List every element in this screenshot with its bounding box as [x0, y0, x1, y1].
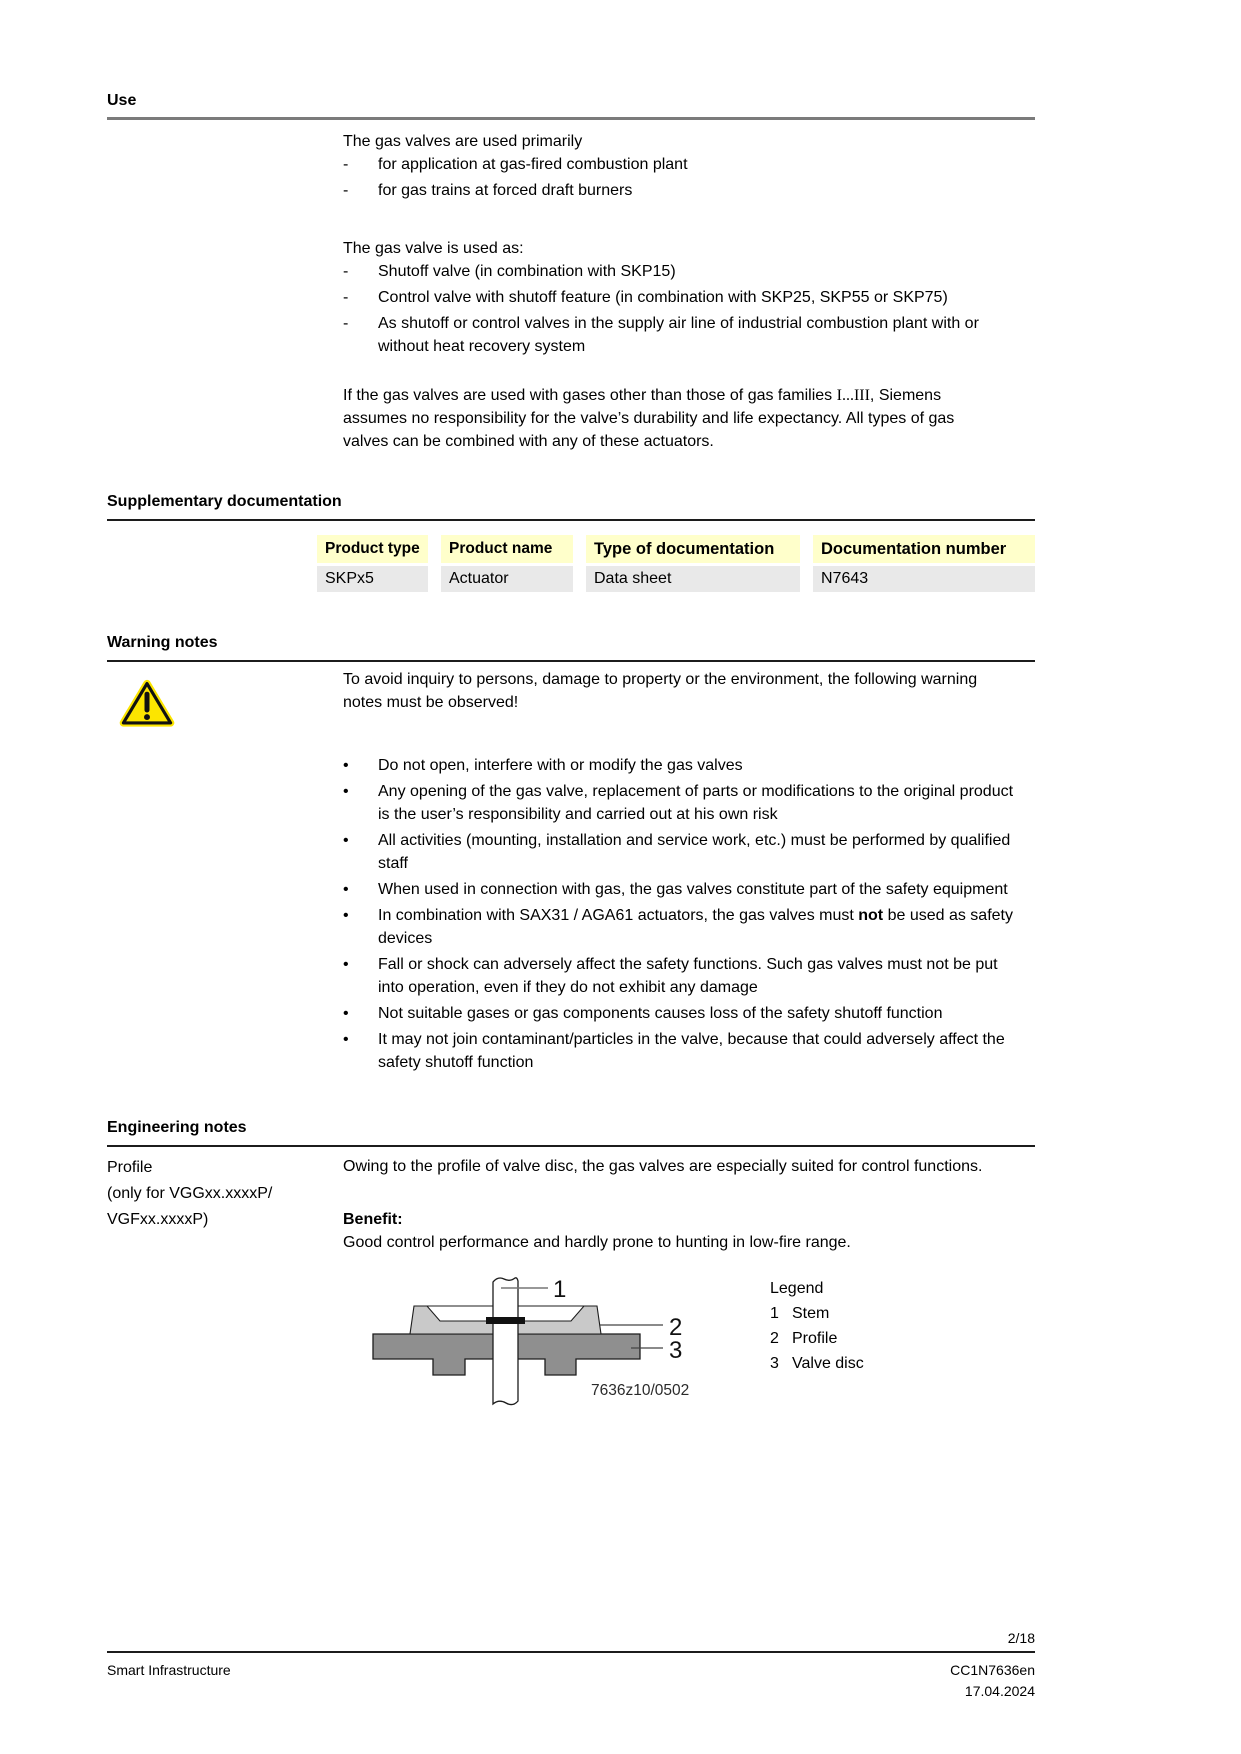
spacer [343, 1178, 1035, 1208]
use-note-text: If the gas valves are used with gases other than those of gas families [343, 387, 837, 404]
valve-cross-section-diagram [343, 1268, 763, 1418]
list-item [343, 312, 1035, 358]
footer-date: 17.04.2024 [964, 1683, 1035, 1699]
warning-bullet-text: All activities (mounting, installation and service work, etc.) must be performed by qualified staff [378, 832, 1011, 872]
valve-figure [343, 1268, 1035, 1418]
section-engineering-notes [107, 1119, 1035, 1418]
dash-marker: - [343, 182, 349, 199]
warning-bullet-item [343, 1028, 1035, 1074]
warning-bullet-item [343, 780, 1035, 826]
callout-label-1: 1 [553, 1276, 567, 1303]
roman-numerals: I...III [836, 387, 870, 404]
list-item [343, 286, 1035, 309]
dash-marker: - [343, 289, 349, 306]
bullet-marker: • [343, 956, 349, 973]
section-heading-warning-notes: Warning notes [107, 634, 218, 651]
legend-item [770, 1351, 864, 1376]
page-footer [107, 1628, 1035, 1704]
section-rule [107, 117, 1035, 120]
section-rule [107, 519, 1035, 521]
warning-bullet-text: Not suitable gases or gas components causes loss of the safety shutoff function [378, 1005, 943, 1022]
list-item [343, 179, 1035, 202]
table-header-documentation-number: Documentation number [813, 535, 1035, 563]
use-note [343, 384, 1003, 453]
spacer [343, 361, 1035, 384]
table-header-product-type: Product type [317, 535, 428, 563]
legend-item-number: 2 [770, 1330, 779, 1347]
list-item-text: Shutoff valve (in combination with SKP15) [378, 263, 676, 280]
list-item-text: for gas trains at forced draft burners [378, 182, 633, 199]
warning-bullet-item [343, 829, 1035, 875]
section-heading-supplementary: Supplementary documentation [107, 493, 342, 510]
warning-bullet-item [343, 953, 1035, 999]
engineering-body: Owing to the profile of valve disc, the gas valves are especially suited for control functions. [343, 1158, 983, 1175]
warning-bullet-item [343, 754, 1035, 777]
warning-bullet-text: Do not open, interfere with or modify the gas valves [378, 757, 743, 774]
footer-company: Smart Infrastructure [107, 1662, 231, 1678]
benefit-text: Good control performance and hardly prone to hunting in low-fire range. [343, 1234, 851, 1251]
warning-bullet-item [343, 1002, 1035, 1025]
legend-item-label: Stem [792, 1305, 830, 1322]
benefit-label: Benefit: [343, 1211, 403, 1228]
bullet-marker: • [343, 881, 349, 898]
spacer [343, 714, 1035, 754]
callout-label-2: 2 [669, 1314, 683, 1341]
use-intro: The gas valves are used primarily [343, 133, 583, 150]
engineering-side-label [107, 1155, 343, 1418]
legend-item-label: Profile [792, 1330, 838, 1347]
table-row [317, 566, 1035, 592]
figure-legend [770, 1276, 864, 1376]
table-cell-type-of-documentation: Data sheet [586, 566, 800, 592]
use-used-as-intro: The gas valve is used as: [343, 240, 524, 257]
legend-item [770, 1326, 864, 1351]
section-rule [107, 1145, 1035, 1147]
list-item [343, 153, 1035, 176]
table-cell-product-type: SKPx5 [317, 566, 428, 592]
page-number: 2/18 [1007, 1630, 1035, 1646]
table-header-product-name: Product name [441, 535, 573, 563]
legend-item-number: 1 [770, 1305, 779, 1322]
supplementary-doc-table [317, 535, 1035, 592]
footer-rule [107, 1651, 1035, 1653]
warning-bullet-item [343, 904, 1035, 950]
footer-document-info [950, 1662, 1035, 1704]
legend-item-number: 3 [770, 1355, 779, 1372]
dash-marker: - [343, 315, 349, 332]
dash-marker: - [343, 263, 349, 280]
list-item-text: for application at gas-fired combustion plant [378, 156, 688, 173]
bullet-marker: • [343, 1031, 349, 1048]
side-label-line: VGFxx.xxxxP) [107, 1211, 209, 1228]
dash-marker: - [343, 156, 349, 173]
bullet-marker: • [343, 907, 349, 924]
callout-label-3: 3 [669, 1337, 683, 1364]
seal-band [486, 1317, 525, 1324]
section-supplementary-documentation [107, 493, 1035, 592]
bullet-marker: • [343, 757, 349, 774]
bullet-marker: • [343, 783, 349, 800]
bullet-marker: • [343, 1005, 349, 1022]
use-note-text: , Siemens assumes no responsibility for the valve’s durability and life expectancy. All types of gas valves can be combined with any of these actuators. [343, 387, 955, 450]
legend-title: Legend [770, 1280, 824, 1297]
warning-triangle-icon [119, 678, 175, 728]
spacer [343, 205, 1035, 237]
label-column [107, 130, 343, 453]
list-item-text: As shutoff or control valves in the supply air line of industrial combustion plant with or without heat recovery system [378, 315, 979, 355]
section-warning-notes [107, 634, 1035, 1077]
section-use [107, 92, 1035, 453]
warning-bullet-text: In combination with SAX31 / AGA61 actuators, the gas valves must not be used as safety devices [378, 907, 1013, 947]
stem-shape [493, 1278, 518, 1405]
section-heading-use: Use [107, 92, 137, 109]
warning-intro: To avoid inquiry to persons, damage to property or the environment, the following warning notes must be observed! [343, 671, 978, 711]
table-header-row [317, 535, 1035, 563]
warning-bullet-item [343, 878, 1035, 901]
table-cell-documentation-number: N7643 [813, 566, 1035, 592]
table-header-type-of-documentation: Type of documentation [586, 535, 800, 563]
section-rule [107, 660, 1035, 662]
legend-item [770, 1301, 864, 1326]
figure-code: 7636z10/0502 [591, 1382, 690, 1399]
warning-bullet-text: Fall or shock can adversely affect the safety functions. Such gas valves must not be put into operation, even if they do not exhibit any damage [378, 956, 998, 996]
bullet-marker: • [343, 832, 349, 849]
side-label-line: Profile [107, 1159, 153, 1176]
warning-bullet-text: It may not join contaminant/particles in the valve, because that could adversely affect the safety shutoff function [378, 1031, 1005, 1071]
footer-doc-number: CC1N7636en [950, 1662, 1035, 1678]
warning-bullet-text: Any opening of the gas valve, replacement of parts or modifications to the original product is the user’s responsibility and carried out at his own risk [378, 783, 1014, 823]
list-item-text: Control valve with shutoff feature (in combination with SKP25, SKP55 or SKP75) [378, 289, 948, 306]
warning-bullet-text: When used in connection with gas, the gas valves constitute part of the safety equipment [378, 881, 1008, 898]
side-label-line: (only for VGGxx.xxxxP/ [107, 1185, 273, 1202]
table-cell-product-name: Actuator [441, 566, 573, 592]
list-item [343, 260, 1035, 283]
legend-item-label: Valve disc [792, 1355, 864, 1372]
section-heading-engineering-notes: Engineering notes [107, 1119, 247, 1136]
